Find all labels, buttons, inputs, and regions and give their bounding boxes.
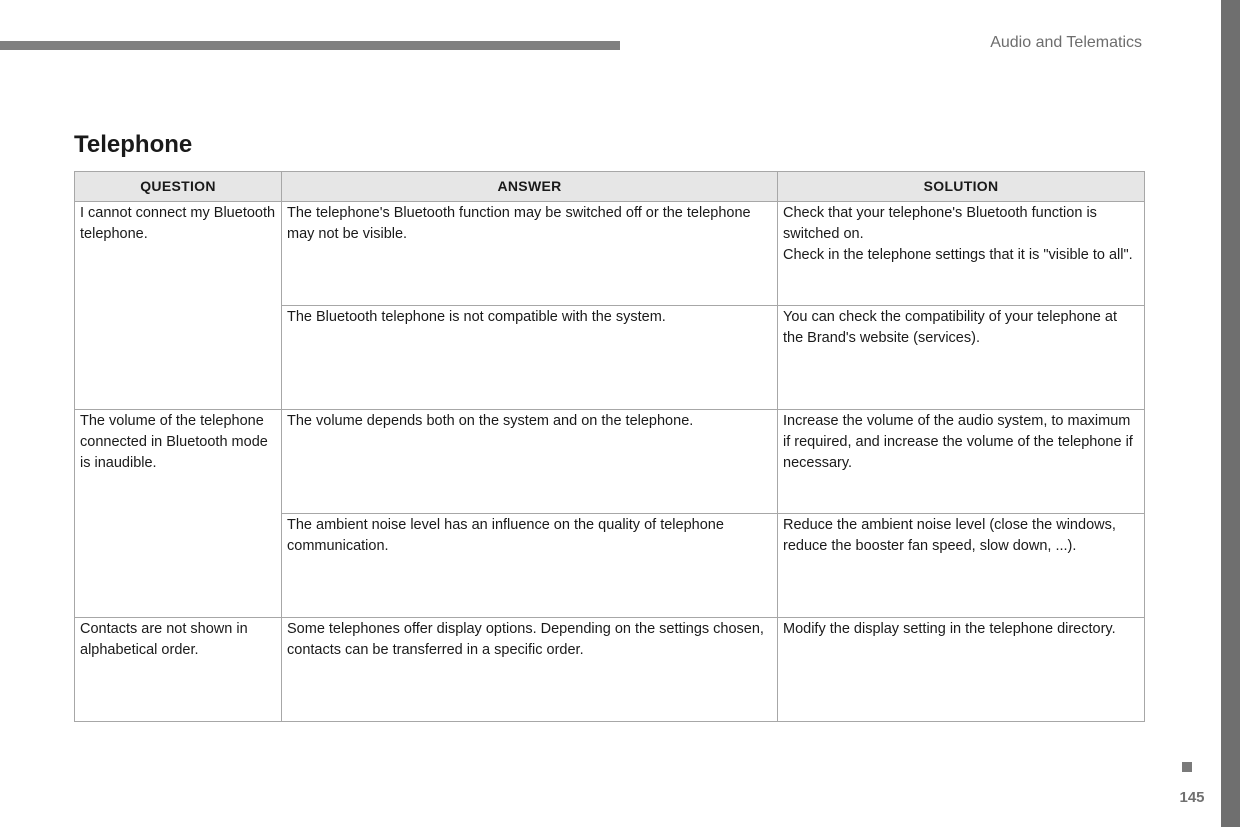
answer-cell: The volume depends both on the system and on the telephone. [282,410,778,514]
table-row [75,202,1145,306]
question-cell: I cannot connect my Bluetooth telephone. [75,202,282,410]
chapter-title: Audio and Telematics [990,34,1142,51]
solution-line: Check in the telephone settings that it is "visible to all". [783,247,1133,263]
section-title: Telephone [74,131,193,158]
solution-cell [778,202,1145,306]
solution-line: Check that your telephone's Bluetooth function is switched on. [783,205,1097,242]
troubleshooting-table [74,171,1145,722]
answer-cell: The Bluetooth telephone is not compatible with the system. [282,306,778,410]
column-header-answer: ANSWER [282,172,778,202]
answer-cell: The ambient noise level has an influence on the quality of telephone communication. [282,514,778,618]
column-header-question: QUESTION [75,172,282,202]
column-header-solution: SOLUTION [778,172,1145,202]
answer-cell: The telephone's Bluetooth function may be switched off or the telephone may not be visible. [282,202,778,306]
table-row [75,410,1145,514]
question-cell: The volume of the telephone connected in Bluetooth mode is inaudible. [75,410,282,618]
solution-cell: Increase the volume of the audio system, to maximum if required, and increase the volume of the telephone if necessary. [778,410,1145,514]
page-number: 145 [1179,789,1205,806]
table-header-row [75,172,1145,202]
question-cell: Contacts are not shown in alphabetical order. [75,618,282,722]
answer-cell: Some telephones offer display options. Depending on the settings chosen, contacts can be transferred in a specific order. [282,618,778,722]
solution-cell: You can check the compatibility of your telephone at the Brand's website (services). [778,306,1145,410]
chapter-side-strip [1221,0,1240,827]
solution-cell: Modify the display setting in the telephone directory. [778,618,1145,722]
solution-cell: Reduce the ambient noise level (close the windows, reduce the booster fan speed, slow down, ...). [778,514,1145,618]
table-row [75,618,1145,722]
header-rule [0,41,620,50]
page-marker-square [1182,762,1192,772]
